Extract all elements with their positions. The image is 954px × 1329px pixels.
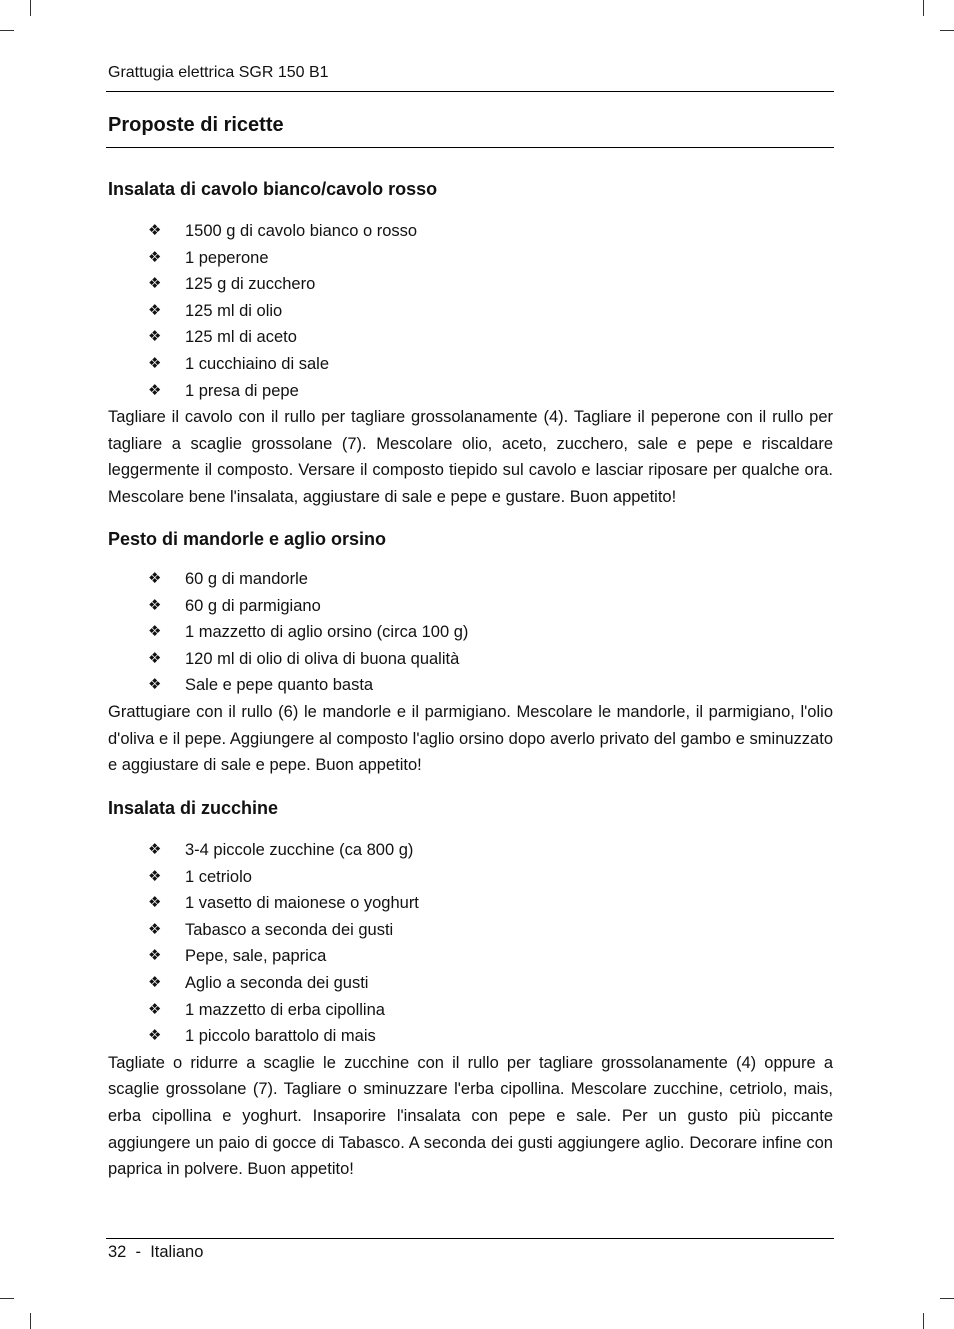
crop-mark [940,30,954,31]
bullet-icon: ❖ [148,222,162,239]
ingredient-text: 60 g di mandorle [185,570,308,588]
recipe-section [108,795,833,1183]
ingredient-text: 1 vasetto di maionese o yoghurt [185,894,419,913]
ingredient-item [108,593,833,620]
ingredient-text: 1 mazzetto di erba cipollina [185,1000,385,1019]
crop-mark [0,1298,14,1299]
recipe-instructions: Tagliate o ridurre a scaglie le zucchine con il rullo per tagliare grossolanamente (4) oppure a scaglie grossolane (7). Tagliare o sminuzzare l'erba cipollina. Mescolare zucchine, cetriolo, mais, erba cipollina e yoghurt. Insaporire l'insalata con pepe e sale. Per un gusto più piccante aggiungere un paio di gocce di Tabasco. A seconda dei gusti aggiungere aglio. Decorare infine con paprica in polvere. Buon appetito! [108,1053,833,1179]
ingredient-item [108,271,833,298]
crop-mark [940,1298,954,1299]
running-header: Grattugia elettrica SGR 150 B1 [108,64,329,81]
bullet-icon: ❖ [148,381,162,399]
ingredient-text: 125 ml di aceto [185,328,297,347]
ingredient-text: 1 mazzetto di aglio orsino (circa 100 g) [185,623,469,642]
ingredient-text: Pepe, sale, paprica [185,947,327,966]
ingredient-text: 120 ml di olio di oliva di buona qualità [185,649,460,668]
ingredient-text: 1 presa di pepe [185,381,299,400]
ingredient-item [108,890,833,917]
ingredient-text: 3-4 piccole zucchine (ca 800 g) [185,841,414,859]
bullet-icon: ❖ [148,275,162,293]
ingredient-item [108,619,833,646]
bullet-icon: ❖ [148,894,162,912]
footer-rule [106,1238,834,1239]
recipe-instructions: Tagliare il cavolo con il rullo per tagliare grossolanamente (4). Tagliare il peperone con il rullo per tagliare a scaglie grossolane (7). Mescolare olio, aceto, zucchero, sale e pepe e riscaldare leggermente il composto. Versare il composto tiepido sul cavolo e lasciar riposare per qualche ora. Mescolare bene l'insalata, aggiustare di sale e pepe e gustare. Buon appetito! [108,408,833,506]
ingredient-item [108,324,833,351]
ingredient-list [108,566,833,699]
bullet-icon: ❖ [148,570,162,587]
ingredient-text: 1 peperone [185,248,269,267]
header-rule [106,91,834,92]
ingredient-text: 1500 g di cavolo bianco o rosso [185,222,418,240]
crop-mark [923,0,924,16]
page-number: 32 [108,1243,127,1261]
ingredient-text: 1 piccolo barattolo di mais [185,1027,376,1046]
bullet-icon: ❖ [148,947,162,965]
ingredient-text: Aglio a seconda dei gusti [185,973,369,992]
bullet-icon: ❖ [148,973,162,991]
bullet-icon: ❖ [148,354,162,372]
ingredient-item [108,646,833,673]
ingredient-item [108,298,833,325]
page-title: Proposte di ricette [108,114,284,136]
ingredient-item [108,837,833,864]
bullet-icon: ❖ [148,623,162,641]
ingredient-item [108,943,833,970]
ingredient-text: 125 g di zucchero [185,275,316,294]
bullet-icon: ❖ [148,596,162,614]
ingredient-item [108,864,833,891]
bullet-icon: ❖ [148,1000,162,1018]
crop-mark [923,1313,924,1329]
bullet-icon: ❖ [148,841,162,858]
crop-mark [0,30,14,31]
bullet-icon: ❖ [148,867,162,885]
bullet-icon: ❖ [148,920,162,938]
ingredient-item [108,672,833,699]
footer-language: Italiano [150,1243,204,1261]
page-footer [108,1243,203,1262]
ingredient-item [108,351,833,378]
bullet-icon: ❖ [148,1027,162,1045]
ingredient-list [108,218,833,404]
recipe-section [108,176,833,511]
bullet-icon: ❖ [148,248,162,266]
ingredient-item [108,378,833,405]
crop-mark [30,1313,31,1329]
ingredient-text: 60 g di parmigiano [185,596,321,615]
crop-mark [30,0,31,16]
recipe-instructions: Grattugiare con il rullo (6) le mandorle e il parmigiano. Mescolare le mandorle, il parmigiano, l'olio d'oliva e il pepe. Aggiungere al composto l'aglio orsino dopo averlo privato del gambo e sminuzzato e aggiustare di sale e pepe. Buon appetito! [108,702,833,775]
ingredient-list [108,837,833,1050]
title-rule [106,147,834,148]
bullet-icon: ❖ [148,676,162,694]
ingredient-item [108,566,833,593]
ingredient-item [108,1023,833,1050]
footer-separator: - [135,1243,142,1261]
ingredient-text: Sale e pepe quanto basta [185,676,374,695]
ingredient-text: 125 ml di olio [185,301,283,320]
ingredient-item [108,970,833,997]
recipe-title: Pesto di mandorle e aglio orsino [108,529,387,549]
ingredient-item [108,218,833,245]
recipe-title: Insalata di cavolo bianco/cavolo rosso [108,179,438,199]
recipe-title: Insalata di zucchine [108,798,279,818]
ingredient-text: 1 cetriolo [185,867,252,886]
ingredient-text: 1 cucchiaino di sale [185,354,330,373]
ingredient-item [108,997,833,1024]
recipe-section [108,526,833,779]
ingredient-item [108,917,833,944]
bullet-icon: ❖ [148,328,162,346]
bullet-icon: ❖ [148,301,162,319]
ingredient-text: Tabasco a seconda dei gusti [185,920,394,939]
ingredient-item [108,245,833,272]
bullet-icon: ❖ [148,649,162,667]
